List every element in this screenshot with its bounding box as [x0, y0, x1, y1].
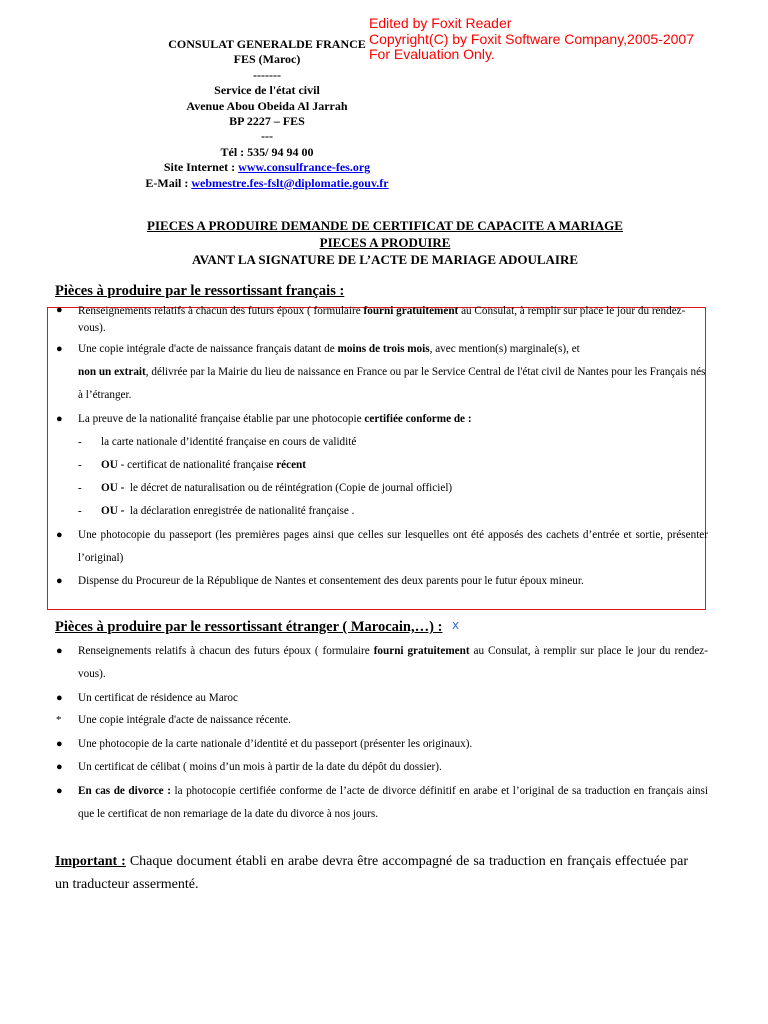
french-item-3: [78, 408, 708, 431]
watermark-line-2: Copyright(C) by Foxit Software Company,2005-2007: [369, 30, 695, 47]
watermark-line-3: For Evaluation Only.: [369, 46, 495, 62]
bullet-icon: ●: [56, 575, 63, 587]
sub-item-1: la carte nationale d’identité française en cours de validité: [101, 436, 357, 448]
text: , délivrée par la Mairie du lieu de naissance en France ou par le Service Central de l'état civil de Nantes pour les Français nés à l’étranger.: [78, 366, 706, 401]
dash-marker: -: [78, 505, 82, 517]
bold-text: récent: [276, 459, 306, 471]
important-text: Chaque document établi en arabe devra être accompagné de sa traduction en français effectuée par un traducteur assermenté.: [55, 854, 688, 892]
header-line-5: Avenue Abou Obeida Al Jarrah: [186, 98, 348, 113]
bullet-icon: ●: [56, 304, 63, 316]
text: le décret de naturalisation ou de réintégration (Copie de journal officiel): [129, 482, 453, 494]
header-email-row: [60, 176, 474, 191]
text: la déclaration enregistrée de nationalité française .: [129, 505, 355, 517]
foxit-watermark: [369, 16, 694, 63]
header-phone: Tél : 535/ 94 94 00: [220, 144, 314, 159]
dash-marker: -: [78, 459, 82, 471]
french-item-2: [78, 338, 708, 407]
header-line-7: ---: [261, 129, 273, 144]
site-label: Site Internet :: [163, 160, 239, 175]
bold-text: certifiée conforme de :: [364, 413, 472, 425]
french-item-1: [78, 303, 708, 337]
bold-text: OU: [101, 482, 118, 494]
bold-text: fourni gratuitement: [373, 645, 470, 657]
foreign-item-2: Un certificat de résidence au Maroc: [78, 692, 238, 704]
french-item-4: Une photocopie du passeport (les premières pages ainsi que celles sur lesquelles ont été apposés des cachets d’entrée et sortie, présenter l’original): [78, 529, 708, 564]
cursor-x-icon: x: [452, 618, 460, 632]
important-note: [55, 850, 688, 896]
dash-marker: -: [78, 482, 82, 494]
french-item-5: Dispense du Procureur de la République de Nantes et consentement des deux parents pour le futur époux mineur.: [78, 575, 584, 587]
bullet-icon: ●: [56, 785, 63, 797]
document-titles: [60, 217, 710, 268]
bullet-icon: ●: [56, 343, 63, 355]
text: - certificat de nationalité française: [117, 459, 277, 471]
bullet-icon: ●: [56, 692, 63, 704]
header-line-1: CONSULAT GENERALDE FRANCE: [168, 37, 366, 51]
email-link[interactable]: webmestre.fes-fslt@diplomatie.gouv.fr: [191, 175, 389, 190]
foreign-item-3: Une copie intégrale d'acte de naissance récente.: [78, 714, 291, 726]
text: Une copie intégrale d'acte de naissance français datant de: [78, 343, 338, 355]
title-line-2: PIECES A PRODUIRE: [319, 235, 451, 250]
watermark-line-1: Edited by Foxit Reader: [369, 15, 512, 31]
foreign-section-heading: Pièces à produire par le ressortissant étranger ( Marocain,…) :: [55, 619, 443, 635]
bold-text: -: [117, 505, 125, 517]
bold-text: OU: [101, 459, 118, 471]
text: Renseignements relatifs à chacun des futurs époux ( formulaire: [78, 305, 364, 317]
bold-text: -: [117, 482, 125, 494]
bold-text: fourni gratuitement: [363, 305, 459, 317]
header-site-row: [60, 160, 474, 175]
text: , avec mention(s) marginale(s), et: [429, 343, 580, 355]
sub-item-2: [101, 459, 306, 471]
foreign-item-6: [78, 780, 708, 826]
foreign-item-4: Une photocopie de la carte nationale d’identité et du passeport (présenter les originaux).: [78, 738, 473, 750]
bullet-icon: ●: [56, 645, 63, 657]
header-line-3: -------: [253, 67, 281, 82]
foreign-item-1: [78, 640, 708, 686]
text: la photocopie certifiée conforme de l’acte de divorce définitif en arabe et l’original de sa traduction en français ainsi que le certificat de non remariage de la date du divorce à nos jours.: [78, 785, 708, 820]
bullet-icon: ●: [56, 738, 63, 750]
foreign-item-5: Un certificat de célibat ( moins d’un mois à partir de la date du dépôt du dossier).: [78, 761, 442, 773]
header-line-2: FES (Maroc): [233, 52, 301, 67]
title-line-3: AVANT LA SIGNATURE DE L’ACTE DE MARIAGE ADOULAIRE: [191, 252, 579, 267]
bold-text: En cas de divorce :: [78, 785, 171, 797]
dash-marker: -: [78, 436, 82, 448]
french-section-heading: Pièces à produire par le ressortissant français :: [55, 283, 345, 299]
important-label: Important :: [55, 854, 126, 869]
title-line-1: PIECES A PRODUIRE DEMANDE DE CERTIFICAT DE CAPACITE A MARIAGE: [147, 218, 623, 233]
bullet-icon: ●: [56, 761, 63, 773]
sub-item-3: [101, 482, 452, 494]
bold-text: non un extrait: [78, 366, 146, 378]
text: au Consulat, à remplir sur place le jour du rendez-vous).: [78, 305, 686, 334]
site-link[interactable]: www.consulfrance-fes.org: [238, 160, 371, 175]
sub-item-4: [101, 505, 354, 517]
email-label: E-Mail :: [145, 175, 192, 190]
header-line-4: Service de l'état civil: [214, 83, 320, 98]
text: au Consulat, à remplir sur place le jour du rendez-vous).: [78, 645, 708, 680]
text: La preuve de la nationalité française établie par une photocopie: [78, 413, 365, 425]
bold-text: OU: [101, 505, 118, 517]
text: Renseignements relatifs à chacun des futurs époux ( formulaire: [78, 645, 374, 657]
header-line-6: BP 2227 – FES: [229, 114, 305, 129]
star-bullet: *: [56, 714, 62, 726]
bold-text: moins de trois mois: [337, 343, 430, 355]
bullet-icon: ●: [56, 413, 63, 425]
bullet-icon: ●: [56, 529, 63, 541]
